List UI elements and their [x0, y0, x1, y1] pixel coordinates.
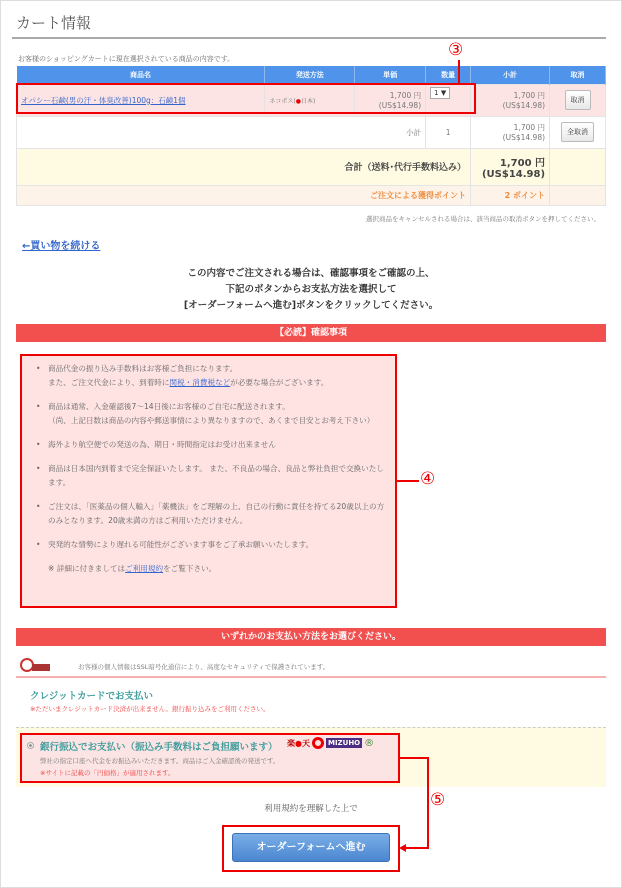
product-link[interactable]: オパシー石鹸(男の汗・体臭改善)100g：石鹸1個: [21, 95, 186, 105]
smbc-logo: ®: [364, 737, 375, 749]
notice-item: [36, 400, 385, 428]
total-label: 合計（送料･代行手数料込み）: [17, 148, 471, 185]
annotation-box-3: [16, 83, 476, 114]
total-amount: 1,700 円: [499, 157, 546, 169]
bank-logos: [287, 737, 374, 749]
annotation-4: ④: [420, 469, 436, 489]
instruction-line: 下記のボタンからお支払方法を選択して: [225, 284, 397, 295]
annotation-line: [404, 847, 429, 849]
annotation-line: [397, 480, 419, 482]
notice-footer: [36, 562, 385, 576]
ssl-lock-icon: [20, 657, 50, 673]
annotation-arrow-icon: [399, 844, 406, 852]
item-subtotal-usd: (US$14.98): [502, 101, 546, 110]
agree-text: 利用規約を理解した上で: [264, 804, 358, 814]
notice-item: • ご注文は、「医薬品の個人輸入」「薬機法」をご理解の上、自己の行動に責任を持てる20歳以上の方のみとなります。20歳未満の方はご利用いただけません。: [36, 500, 385, 528]
notice-text: （尚、上記日数は商品の内容や郵送事情により異なりますので、あくまで目安とお考え下さい）: [48, 416, 375, 425]
mufg-logo: [312, 737, 324, 749]
col-unit-price: 単価: [355, 66, 426, 84]
proceed-to-order-form-button[interactable]: オーダーフォームへ進む: [232, 833, 390, 862]
unit-price: 1,700 円: [389, 91, 422, 100]
instruction-line: [オーダーフォームへ進む]ボタンをクリックしてください。: [183, 300, 439, 311]
item-subtotal: 1,700 円: [513, 91, 546, 100]
notice-header: 【必読】確認事項: [16, 324, 606, 342]
unit-price-usd: (US$14.98): [378, 101, 422, 110]
col-subtotal: 小計: [471, 66, 550, 84]
japan-flag-icon: ●: [295, 97, 302, 105]
points-label: ご注文による獲得ポイント: [17, 185, 471, 205]
ssl-text: お客様の個人情報はSSL暗号化通信により、高度なセキュリティで保護されています。: [78, 663, 330, 671]
table-header: [17, 66, 606, 84]
page-title: カート情報: [16, 14, 92, 32]
terms-link[interactable]: ご利用規約: [125, 564, 164, 573]
ssl-notice: [16, 656, 606, 678]
bank-transfer-title: 銀行振込でお支払い（振込み手数料はご負担願います）: [40, 742, 278, 753]
cancel-button[interactable]: 取消: [565, 90, 591, 110]
subtotal-amount-usd: (US$14.98): [502, 133, 546, 142]
credit-card-option: クレジットカードでお支払い: [30, 691, 153, 702]
annotation-line: [458, 60, 460, 84]
title-divider: [12, 37, 606, 39]
cart-intro: お客様のショッピングカートに現在選択されている商品の内容です。: [18, 55, 235, 63]
shipping-country: 日本): [301, 97, 316, 105]
notice-item: • 海外より航空便での発送の為、期日・時間指定はお受け出来ません: [36, 438, 385, 452]
col-cancel: 取消: [550, 66, 606, 84]
shipping-method: ネコポス(: [269, 97, 296, 105]
notice-text: 商品は通常、入金確認後7～14日後にお客様のご自宅に配送されます。: [48, 402, 290, 411]
bank-transfer-description: 弊社の指定口座へ代金をお振込みいただきます。商品はご入金確認後の発送です。: [40, 757, 280, 765]
points-value: 2 ポイント: [471, 185, 550, 205]
order-instructions: [0, 266, 622, 314]
col-product: 商品名: [17, 66, 265, 84]
customs-tax-link[interactable]: 関税・消費税など: [169, 378, 231, 387]
notice-item: [36, 362, 385, 390]
annotation-line: [400, 757, 429, 759]
instruction-line: この内容でご注文される場合は、確認事項をご確認の上、: [187, 268, 435, 279]
continue-shopping-link[interactable]: ←買い物を続ける: [22, 241, 101, 252]
notice-item: • 商品は日本国内到着まで完全保証いたします。 また、不良品の場合、良品と弊社負担で交換いたします。: [36, 462, 385, 490]
bank-transfer-note: ※サイトに記載の「円価格」が適用されます。: [40, 769, 175, 777]
subtotal-quantity: 1: [426, 116, 471, 148]
cancel-all-button[interactable]: 全取消: [561, 122, 594, 142]
points-row: [17, 185, 606, 205]
notice-text: ※ 詳細に付きましては: [48, 564, 126, 573]
dropdown-arrow-icon: ▼: [440, 88, 447, 97]
subtotal-row: [17, 116, 606, 148]
bank-transfer-option[interactable]: [20, 733, 400, 783]
quantity-value: 1: [434, 88, 439, 97]
subtotal-amount: 1,700 円: [513, 123, 546, 132]
annotation-3: ③: [448, 40, 464, 60]
notice-text: 商品代金の振り込み手数料はお客様ご負担になります。: [48, 364, 238, 373]
notice-text: をご覧下さい。: [163, 564, 217, 573]
notice-text: が必要な場合がございます。: [230, 378, 329, 387]
payment-header: いずれかのお支払い方法をお選びください。: [16, 628, 606, 646]
bank-transfer-radio[interactable]: [27, 742, 34, 749]
credit-card-warning: ※ただいまクレジットカード決済が出来ません。銀行振り込みをご利用ください。: [30, 705, 270, 713]
annotation-5: ⑤: [430, 790, 446, 810]
rakuten-bank-logo: 楽●天: [287, 738, 310, 748]
mizuho-logo: MIZUHO: [327, 739, 361, 747]
notice-text: また、ご注文代金により、到着時に: [48, 378, 170, 387]
notice-box: [20, 354, 397, 608]
col-shipping: 発送方法: [265, 66, 355, 84]
notice-item: • 突発的な情勢により遅れる可能性がございます事をご了承お願いいたします。: [36, 538, 385, 552]
total-row: [17, 148, 606, 185]
subtotal-label: 小計: [17, 116, 426, 148]
col-quantity: 数量: [426, 66, 471, 84]
total-amount-usd: (US$14.98): [481, 168, 546, 180]
cancel-note: 選択商品をキャンセルされる場合は、該当商品の取消ボタンを押してください。: [366, 215, 600, 223]
